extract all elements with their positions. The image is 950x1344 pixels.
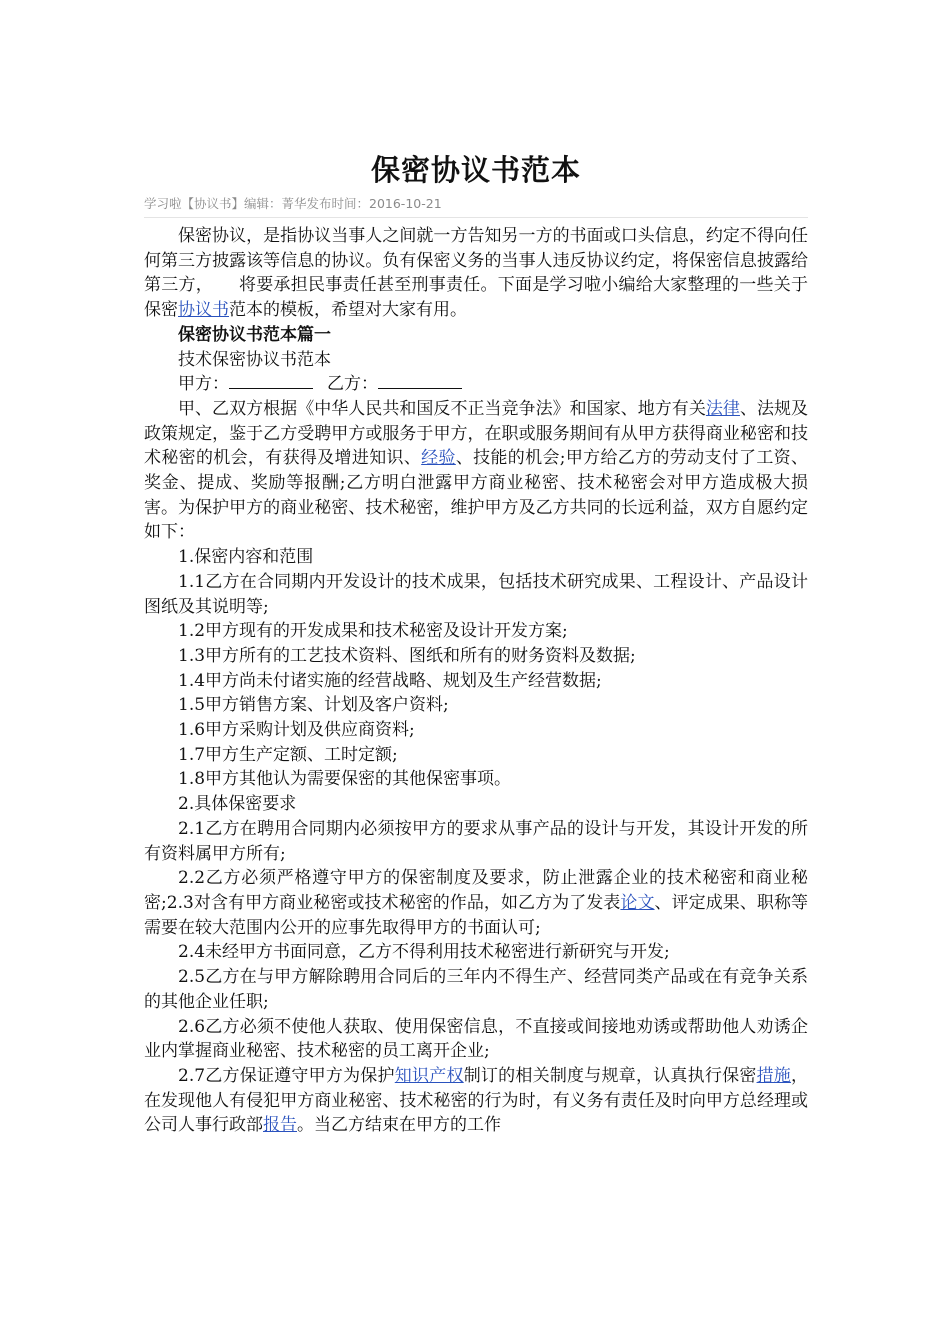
section-heading: 保密协议书范本篇一 (178, 324, 331, 345)
link-law[interactable]: 法律 (705, 398, 740, 419)
list-item: 1.2甲方现有的开发成果和技术秘密及设计开发方案; (178, 621, 568, 642)
intro-text-2: 范本的模板，希望对大家有用。 (229, 300, 467, 321)
parties-line (144, 372, 808, 397)
link-thesis[interactable]: 论文 (620, 892, 655, 913)
section-2-heading: 2.具体保密要求 (178, 794, 297, 815)
list-item: 1.3甲方所有的工艺技术资料、图纸和所有的财务资料及数据; (178, 645, 636, 666)
document-page (144, 0, 808, 1138)
document-body (144, 224, 808, 1138)
link-experience[interactable]: 经验 (421, 448, 456, 469)
basis-text-3: 、技能的机会;甲方给乙方的劳动支付了工资、奖金、提成、奖励等报酬;乙方明白泄露甲方商业秘密、技术秘密会对甲方造成极大损害。为保护甲方的商业秘密、技术秘密，维护甲方及乙方共同的长远利益，双方自愿约定如下： (144, 448, 809, 543)
list-item: 1.7甲方生产定额、工时定额; (178, 744, 398, 765)
list-item: 2.5乙方在与甲方解除聘用合同后的三年内不得生产、经营同类产品或在有竞争关系的其他企业任职; (144, 967, 808, 1012)
list-item: 2.1乙方在聘用合同期内必须按甲方的要求从事产品的设计与开发，其设计开发的所有资料属甲方所有; (144, 818, 808, 864)
list-item: 1.6甲方采购计划及供应商资料; (178, 720, 415, 741)
s2-7-text-4: 。当乙方结束在甲方的工作 (297, 1115, 501, 1136)
list-item: 1.5甲方销售方案、计划及客户资料; (178, 695, 449, 716)
basis-text-2: 、法规及政策规定，鉴于乙方受聘甲方或服务于甲方，在职或服务期间有从甲方获得商业秘密和技术秘密的机会，有获得及增进知识、 (144, 398, 809, 469)
s2-7-text-3: ，在发现他人有侵犯甲方商业秘密、技术秘密的行为时，有义务有责任及时向甲方总经理或公司人事行政部 (144, 1065, 809, 1136)
party-b-blank (378, 373, 462, 389)
link-ip[interactable]: 知识产权 (394, 1065, 464, 1086)
list-item (144, 1064, 808, 1138)
list-item: 1.8甲方其他认为需要保密的其他保密事项。 (178, 769, 512, 790)
link-agreement[interactable]: 协议书 (178, 300, 229, 321)
intro-text-1: 保密协议，是指协议当事人之间就一方告知另一方的书面或口头信息，约定不得向任何第三方披露该等信息的协议。负有保密义务的当事人违反协议约定，将保密信息披露给第三方， 将要承担民事责任甚至刑事责任。下面是学习啦小编给大家整理的一些关于保密 (144, 226, 808, 321)
s2-7-text-2: 制订的相关制度与规章，认真执行保密 (463, 1065, 757, 1086)
list-item (144, 866, 808, 940)
party-a-label: 甲方： (178, 374, 229, 395)
s2-2-text-2: 、评定成果、职称等需要在较大范围内公开的应事先取得甲方的书面认可; (144, 892, 809, 938)
list-item: 1.1乙方在合同期内开发设计的技术成果，包括技术研究成果、工程设计、产品设计图纸及其说明等; (144, 571, 808, 617)
s2-7-text-1: 2.7乙方保证遵守甲方为保护 (178, 1065, 395, 1086)
list-item: 2.6乙方必须不使他人获取、使用保密信息，不直接或间接地劝诱或帮助他人劝诱企业内掌握商业秘密、技术秘密的员工离开企业; (144, 1016, 808, 1062)
article-meta: 学习啦【协议书】编辑：菁华发布时间：2016-10-21 (144, 194, 808, 218)
link-report[interactable]: 报告 (263, 1115, 297, 1136)
document-title: 保密协议书范本 (370, 153, 581, 187)
section-1-heading: 1.保密内容和范围 (178, 547, 314, 568)
subtitle: 技术保密协议书范本 (178, 349, 331, 370)
basis-paragraph (144, 397, 808, 545)
party-b-label: 乙方： (327, 374, 378, 395)
list-item: 2.4未经甲方书面同意，乙方不得利用技术秘密进行新研究与开发; (178, 942, 670, 963)
list-item: 1.4甲方尚未付诸实施的经营战略、规划及生产经营数据; (178, 670, 602, 691)
basis-text-1: 甲、乙双方根据《中华人民共和国反不正当竞争法》和国家、地方有关 (178, 398, 706, 419)
intro-paragraph (144, 224, 808, 323)
party-a-blank (229, 373, 313, 389)
s2-2-text-1: 2.2乙方必须严格遵守甲方的保密制度及要求，防止泄露企业的技术秘密和商业秘密;2.3对含有甲方商业秘密或技术秘密的作品，如乙方为了发表 (144, 868, 808, 913)
link-measures[interactable]: 措施 (756, 1065, 792, 1086)
